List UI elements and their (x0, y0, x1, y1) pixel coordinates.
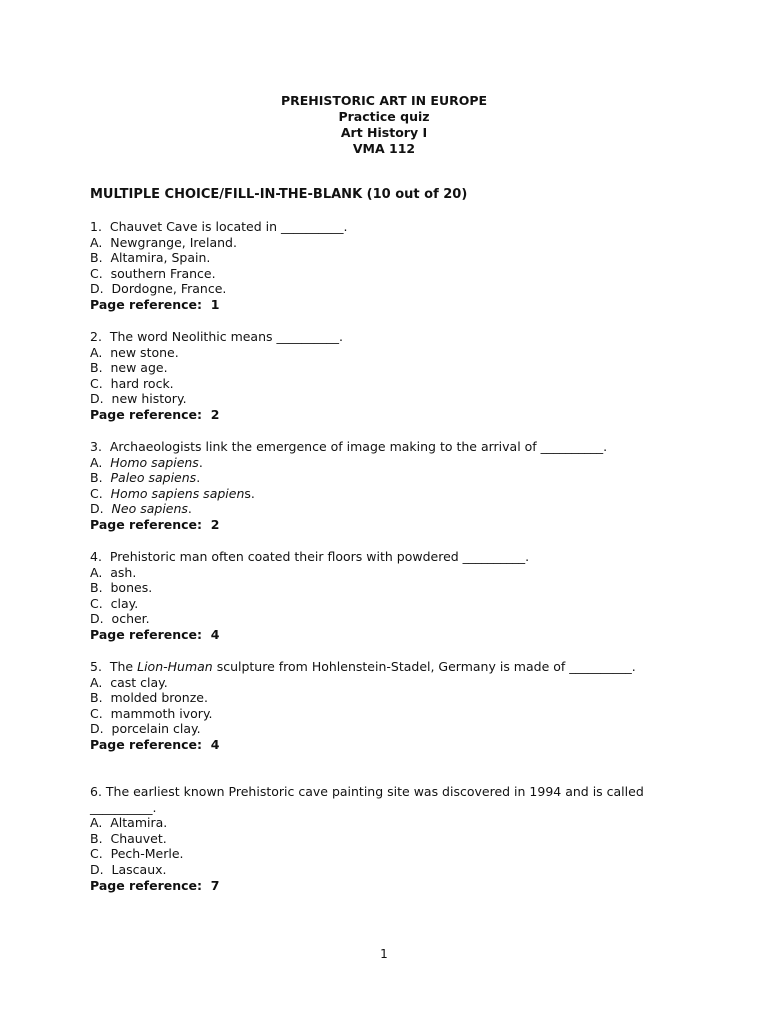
question-5 (90, 659, 690, 753)
option-c (90, 486, 690, 502)
option-c: C. Pech-Merle. (90, 846, 184, 862)
option-b: B. bones. (90, 580, 153, 596)
option-d (90, 501, 690, 517)
option-d: D. new history. (90, 391, 187, 407)
option-prefix: C. (90, 485, 111, 501)
option-c: C. mammoth ivory. (90, 705, 213, 721)
option-a: A. new stone. (90, 344, 179, 360)
course-name: Art History I (340, 125, 428, 140)
option-italic: Homo sapiens (110, 454, 199, 470)
option-italic: Homo sapiens sapien (110, 485, 245, 501)
section-title: MULTIPLE CHOICE/FILL-IN-THE-BLANK (10 out of 20) (90, 187, 468, 202)
page-number: 1 (380, 947, 388, 961)
page-reference: Page reference: 1 (90, 296, 220, 312)
option-b (90, 470, 690, 486)
option-prefix: D. (90, 501, 112, 517)
option-suffix: . (196, 470, 201, 486)
option-c: C. southern France. (90, 265, 216, 281)
question-3 (90, 439, 690, 533)
stem-prefix: 5. The (90, 659, 138, 674)
page-reference: Page reference: 4 (90, 736, 220, 752)
page-reference: Page reference: 2 (90, 516, 220, 532)
question-stem: 1. Chauvet Cave is located in __________. (90, 219, 348, 234)
option-italic: Paleo sapiens (110, 470, 197, 486)
option-a: A. Altamira. (90, 815, 168, 831)
option-a: A. Newgrange, Ireland. (90, 234, 237, 250)
option-c: C. clay. (90, 595, 139, 611)
question-stem: 4. Prehistoric man often coated their floors with powdered __________. (90, 549, 530, 564)
document-subtitle: Practice quiz (338, 109, 430, 124)
question-stem: 6. The earliest known Prehistoric cave painting site was discovered in 1994 and is called __________. (90, 784, 644, 815)
option-a: A. ash. (90, 564, 137, 580)
option-d: D. Dordogne, France. (90, 281, 227, 297)
option-prefix: B. (90, 470, 111, 486)
option-c: C. hard rock. (90, 375, 174, 391)
option-b: B. molded bronze. (90, 690, 208, 706)
question-4 (90, 549, 690, 643)
question-stem: 3. Archaeologists link the emergence of image making to the arrival of __________. (90, 439, 608, 454)
option-d: D. ocher. (90, 611, 150, 627)
page-reference: Page reference: 7 (90, 877, 220, 893)
option-suffix: s. (244, 485, 255, 501)
question-stem: 2. The word Neolithic means __________. (90, 329, 343, 344)
course-code: VMA 112 (352, 141, 416, 156)
option-a (90, 455, 690, 471)
question-2 (90, 329, 690, 423)
option-d: D. porcelain clay. (90, 721, 201, 737)
option-suffix: . (187, 501, 192, 517)
document-title: PREHISTORIC ART IN EUROPE (280, 93, 488, 108)
option-b: B. Chauvet. (90, 830, 167, 846)
option-suffix: . (198, 454, 203, 470)
option-a: A. cast clay. (90, 674, 168, 690)
option-b: B. Altamira, Spain. (90, 250, 211, 266)
question-6 (90, 784, 690, 893)
option-d: D. Lascaux. (90, 861, 167, 877)
stem-suffix: sculpture from Hohlenstein-Stadel, Germany is made of __________. (212, 659, 636, 674)
option-b: B. new age. (90, 360, 168, 376)
question-1 (90, 219, 690, 313)
option-prefix: A. (90, 454, 111, 470)
document-header (0, 93, 768, 157)
option-italic: Neo sapiens (111, 501, 188, 517)
page-reference: Page reference: 2 (90, 406, 220, 422)
stem-italic: Lion-Human (137, 659, 213, 674)
question-stem (90, 659, 690, 675)
page-reference: Page reference: 4 (90, 626, 220, 642)
